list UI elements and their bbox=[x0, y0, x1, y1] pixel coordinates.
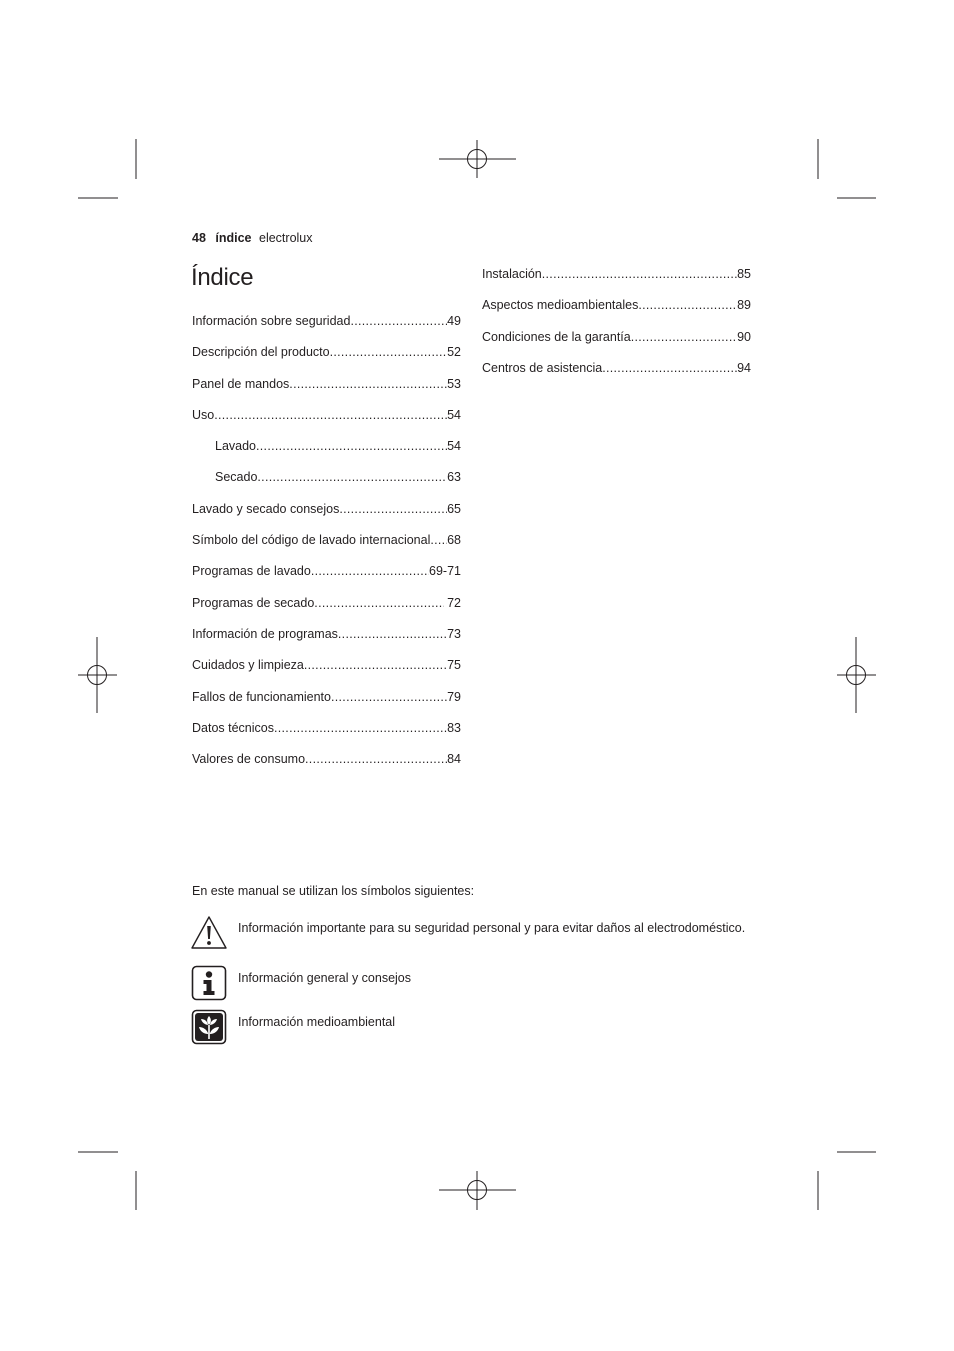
running-header bbox=[192, 231, 313, 245]
toc-page: 63 bbox=[447, 470, 461, 485]
dot-leader bbox=[631, 330, 737, 344]
toc-page: 49 bbox=[447, 314, 461, 328]
toc-item[interactable] bbox=[482, 267, 751, 298]
toc-item[interactable] bbox=[192, 564, 461, 595]
toc-label: Programas de lavado bbox=[192, 564, 311, 579]
page-number: 48 bbox=[192, 231, 206, 245]
dot-leader bbox=[314, 596, 443, 610]
toc-page: 72 bbox=[443, 595, 461, 610]
toc-page: 54 bbox=[447, 439, 461, 454]
dot-leader bbox=[602, 361, 737, 375]
toc-item[interactable] bbox=[192, 314, 461, 345]
toc-page: 68 bbox=[447, 533, 461, 548]
toc-label: Centros de asistencia bbox=[482, 360, 603, 375]
legend-row-environment bbox=[190, 1008, 395, 1046]
toc-label: Cuidados y limpieza bbox=[192, 658, 304, 673]
legend-text: Información general y consejos bbox=[238, 971, 412, 985]
toc-label: Descripción del producto bbox=[192, 345, 330, 360]
toc-page: 73 bbox=[447, 626, 461, 641]
toc-page: 52 bbox=[447, 345, 461, 360]
toc-label: Secado bbox=[215, 470, 258, 485]
toc-item[interactable] bbox=[192, 690, 461, 721]
dot-leader bbox=[330, 345, 448, 359]
toc-subitem[interactable] bbox=[192, 439, 461, 470]
toc-item[interactable] bbox=[482, 298, 751, 329]
dot-leader bbox=[350, 314, 447, 328]
toc-subitem[interactable] bbox=[192, 470, 461, 501]
toc-page: 85 bbox=[737, 267, 751, 281]
toc-page: 94 bbox=[737, 360, 751, 375]
toc-item[interactable] bbox=[192, 408, 461, 439]
toc-right-column bbox=[482, 267, 751, 392]
toc-page: 69-71 bbox=[429, 564, 461, 579]
toc-page: 53 bbox=[447, 376, 461, 391]
toc-label: Aspectos medioambientales bbox=[482, 298, 639, 313]
dot-leader bbox=[311, 564, 429, 578]
toc-label: Información de programas bbox=[192, 626, 338, 641]
toc-item[interactable] bbox=[192, 752, 461, 783]
legend-row-info bbox=[190, 964, 411, 1002]
toc-page: 89 bbox=[737, 298, 751, 313]
dot-leader bbox=[274, 721, 447, 735]
toc-item[interactable] bbox=[192, 658, 461, 689]
toc-label: Información sobre seguridad bbox=[192, 314, 351, 328]
section-name: índice bbox=[215, 231, 252, 245]
legend-row-warning bbox=[190, 914, 745, 952]
info-icon bbox=[190, 964, 228, 1002]
brand-name: electrolux bbox=[259, 231, 313, 245]
toc-label: Datos técnicos bbox=[192, 720, 274, 735]
toc-page: 84 bbox=[447, 752, 461, 767]
toc-item[interactable] bbox=[482, 330, 751, 361]
dot-leader bbox=[339, 502, 447, 516]
environment-flower-icon bbox=[190, 1008, 228, 1046]
toc-item[interactable] bbox=[192, 377, 461, 408]
warning-triangle-icon bbox=[190, 914, 228, 952]
dot-leader bbox=[256, 439, 447, 453]
legend-text: Información medioambiental bbox=[238, 1015, 396, 1029]
dot-leader bbox=[331, 690, 447, 704]
toc-item[interactable] bbox=[192, 345, 461, 376]
dot-leader bbox=[338, 627, 447, 641]
dot-leader bbox=[257, 470, 447, 484]
dot-leader bbox=[542, 267, 737, 281]
toc-page: 83 bbox=[447, 720, 461, 735]
dot-leader bbox=[304, 658, 447, 672]
dot-leader bbox=[214, 408, 447, 422]
toc-item[interactable] bbox=[482, 361, 751, 392]
toc-page: 75 bbox=[447, 658, 461, 673]
toc-left-column bbox=[192, 314, 461, 783]
toc-page: 65 bbox=[447, 501, 461, 516]
toc-label: Instalación bbox=[482, 267, 542, 281]
toc-item[interactable] bbox=[192, 596, 461, 627]
toc-label: Lavado y secado consejos bbox=[192, 501, 340, 516]
dot-leader bbox=[289, 377, 447, 391]
dot-leader bbox=[305, 752, 447, 766]
toc-item[interactable] bbox=[192, 721, 461, 752]
toc-label: Lavado bbox=[215, 439, 257, 454]
toc-label: Fallos de funcionamiento bbox=[192, 689, 331, 704]
toc-label: Panel de mandos bbox=[192, 376, 290, 391]
toc-item[interactable] bbox=[192, 502, 461, 533]
legend-text: Información importante para su seguridad personal y para evitar daños al electrodoméstico. bbox=[238, 921, 746, 935]
dot-leader bbox=[638, 298, 737, 312]
symbols-intro: En este manual se utilizan los símbolos siguientes: bbox=[192, 884, 475, 898]
toc-label: Valores de consumo bbox=[192, 752, 306, 767]
dot-leader bbox=[430, 533, 447, 547]
toc-item[interactable] bbox=[192, 533, 461, 564]
toc-page: 90 bbox=[737, 329, 751, 344]
toc-label: Uso bbox=[192, 407, 215, 422]
toc-label: Condiciones de la garantía bbox=[482, 329, 631, 344]
toc-label: Programas de secado bbox=[192, 595, 315, 610]
toc-page: 54 bbox=[447, 407, 461, 422]
toc-item[interactable] bbox=[192, 627, 461, 658]
toc-page: 79 bbox=[447, 689, 461, 704]
page-title: Índice bbox=[191, 264, 254, 291]
toc-label: Símbolo del código de lavado internacional bbox=[192, 533, 431, 548]
